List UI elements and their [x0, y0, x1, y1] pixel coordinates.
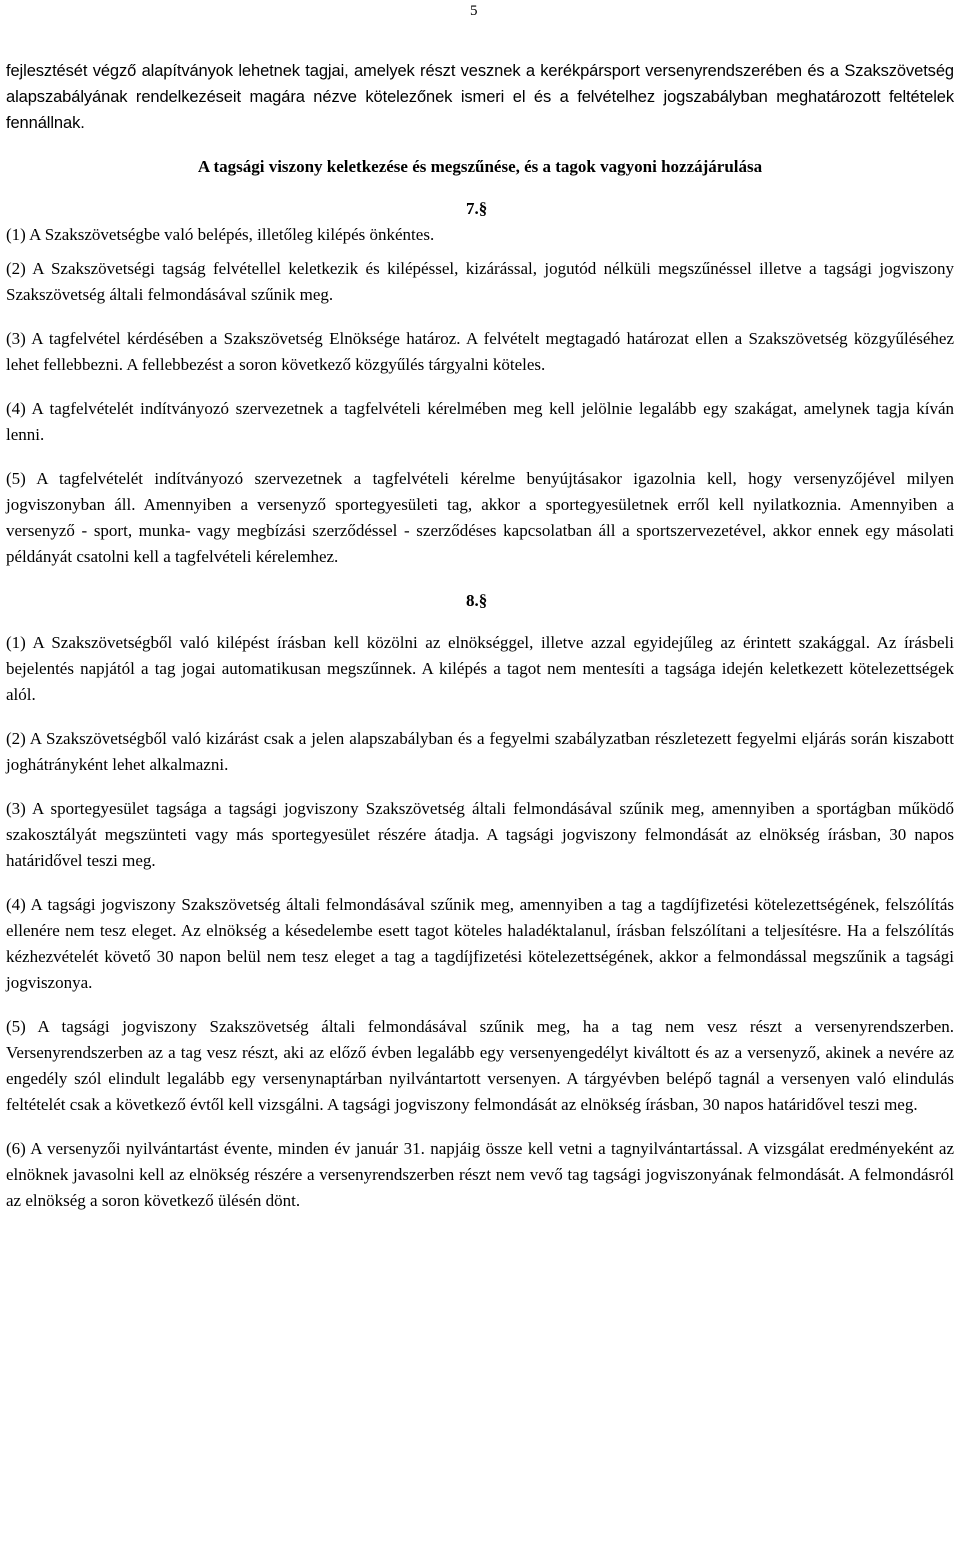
section-8-paragraph-3: (3) A sportegyesület tagsága a tagsági jogviszony Szakszövetség általi felmondásával szűnik meg, amennyiben a sportágban működő szakosztályát megszünteti vagy más sportegyesület részére átadja. A tagsági jogviszony felmondását az elnökség írásban, 30 napos határidővel teszi meg. — [6, 799, 954, 870]
section-7-paragraph-2: (2) A Szakszövetségi tagság felvétellel keletkezik és kilépéssel, kizárással, jogutód nélküli megszűnéssel illetve a tagsági jogviszony Szakszövetség általi felmondásával szűnik meg. — [6, 259, 954, 304]
page-number: 5 — [470, 3, 478, 19]
section-7-paragraph-3: (3) A tagfelvétel kérdésében a Szakszövetség Elnöksége határoz. A felvételt megtagadó határozat ellen a Szakszövetség közgyűléséhez lehet fellebbezni. A fellebbezést a soron következő közgyűlés tárgyalni köteles. — [6, 329, 954, 374]
section-7-paragraph-1: (1) A Szakszövetségbe való belépés, illetőleg kilépés önkéntes. — [6, 225, 435, 244]
section-8-number: 8.§ — [466, 591, 488, 610]
section-7-number: 7.§ — [466, 199, 488, 218]
section-8-paragraph-2: (2) A Szakszövetségből való kizárást csak a jelen alapszabályban és a fegyelmi szabályzatban részletezett fegyelmi eljárás során kiszabott joghátrányként lehet alkalmazni. — [6, 729, 954, 774]
section-7-paragraph-5: (5) A tagfelvételét indítványozó szervezetnek a tagfelvételi kérelme benyújtásakor igazolnia kell, hogy versenyzőjével milyen jogviszonyban áll. Amennyiben a versenyző sportegyesületi tag, akkor a sportegyesületnek erről kell nyilatkoznia. Amennyiben a versenyző - sport, munka- vagy megbízási szerződéssel - szerződéses kapcsolatban áll a sportszervezetével, akkor ennek egy másolati példányát csatolni kell a tagfelvételi kérelemhez. — [6, 469, 954, 566]
section-8-paragraph-6: (6) A versenyzői nyilvántartást évente, minden év január 31. napjáig össze kell vetni a tagnyilvántartással. A vizsgálat eredményeként az elnöknek javasolni kell az elnökség részére a versenyrendszerben részt nem vevő tag tagsági jogviszonyának felmondását. A felmondásról az elnökség a soron következő ülésén dönt. — [6, 1139, 954, 1210]
section-8-paragraph-5: (5) A tagsági jogviszony Szakszövetség általi felmondásával szűnik meg, ha a tag nem vesz részt a versenyrendszerben. Versenyrendszerben az a tag vesz részt, aki az előző évben legalább egy versenyengedélyt kiváltott és az a versenyző, akinek a nevére az engedély szól elindult legalább egy versenynaptárban nyilvántartott versenyen. A tárgyévben belépő tagnál a versenyen való elindulás feltételét csak a következő évtől kell vizsgálni. A tagsági jogviszony felmondását az elnökség írásban, 30 napos határidővel teszi meg. — [6, 1017, 954, 1114]
section-heading: A tagsági viszony keletkezése és megszűnése, és a tagok vagyoni hozzájárulása — [197, 157, 763, 176]
section-7-paragraph-4: (4) A tagfelvételét indítványozó szervezetnek a tagfelvételi kérelmében meg kell jelölnie legalább egy szakágat, amelynek tagja kíván lenni. — [6, 399, 954, 444]
section-7-header — [6, 196, 954, 246]
section-8-paragraph-4: (4) A tagsági jogviszony Szakszövetség általi felmondásával szűnik meg, amennyiben a tag a tagdíjfizetési kötelezettségének, felszólítás ellenére nem tesz eleget. Az elnökség a késedelembe esett tagot köteles haladéktalanul, írásban felszólítani a teljesítésre. Ha a felszólítás kézhezvételét követő 30 napon belül nem tesz eleget a tag a tagdíjfizetési kötelezettségének, akkor a felmondással megszűnik a tagsági jogviszonya. — [6, 895, 954, 992]
intro-paragraph: fejlesztését végző alapítványok lehetnek tagjai, amelyek részt vesznek a kerékpársport versenyrendszerében és a Szakszövetség alapszabályának rendelkezéseit magára nézve kötelezőnek ismeri el és a felvételhez jogszabályban meghatározott feltételek fennállnak. — [6, 62, 954, 132]
section-8-paragraph-1: (1) A Szakszövetségből való kilépést írásban kell közölni az elnökséggel, illetve azzal egyidejűleg az érintett szakággal. Az írásbeli bejelentés napjától a tag jogai automatikusan megszűnnek. A kilépés a tagot nem mentesíti a tagsága idején keletkezett kötelezettségek alól. — [6, 633, 954, 704]
document-page — [6, 58, 954, 1232]
